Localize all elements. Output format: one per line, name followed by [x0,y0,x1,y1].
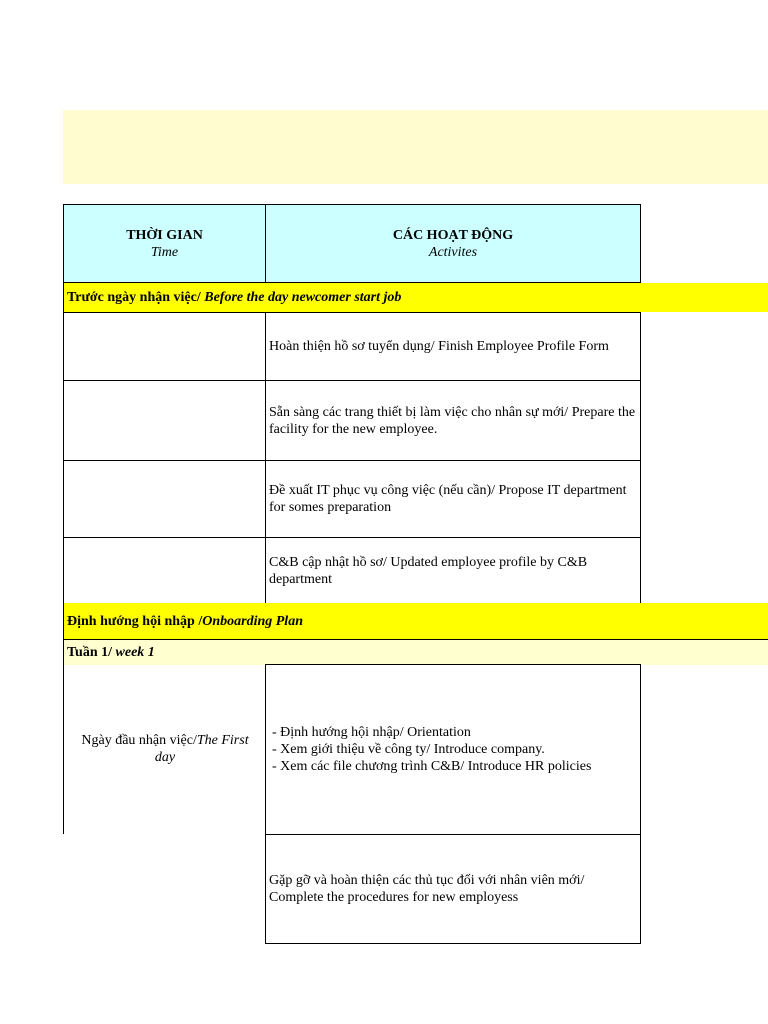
section-before-start-vi: Trước ngày nhận việc/ [67,290,201,305]
row-1-time-cell [63,312,266,381]
header-time-en: Time [150,244,179,260]
first-day-en: The First day [154,733,249,765]
title-banner [63,110,768,184]
row-4-time-cell [63,537,266,604]
header-time-vi: THỜI GIAN [126,227,203,243]
row-3-time-cell [63,460,266,538]
section-before-start [63,283,768,312]
row-3-activity: Đề xuất IT phục vụ công việc (nếu cần)/ Propose IT department for somes preparation [269,483,627,515]
section-onboarding [63,603,768,640]
row-1-activity-cell [265,312,641,381]
row-4-activity: C&B cập nhật hồ sơ/ Updated employee profile by C&B department [269,554,588,587]
header-activities-vi: CÁC HOẠT ĐỘNG [392,227,514,243]
row-3-activity-cell [265,460,641,538]
first-day-item-1: - Định hướng hội nhập/ Orientation [272,725,471,740]
first-day-item-3: - Xem các file chương trình C&B/ Introduce HR policies [272,759,592,774]
procedures-activity: Gặp gỡ và hoàn thiện các thủ tục đối với nhân viên mới/ Complete the procedures for new employess [269,873,585,905]
first-day-item-2: - Xem giới thiệu về công ty/ Introduce company. [272,742,545,757]
header-activities-cell [265,204,641,283]
row-1-activity: Hoàn thiện hồ sơ tuyển dụng/ Finish Employee Profile Form [269,339,609,354]
header-activities-en: Activites [428,244,478,260]
section-onboarding-en: Onboarding Plan [202,613,303,629]
procedures-activity-cell [265,834,641,944]
header-time-cell [63,204,266,283]
row-2-activity: Sẵn sàng các trang thiết bị làm việc cho nhân sự mới/ Prepare the facility for the new employee. [269,404,636,437]
section-onboarding-vi: Định hướng hội nhập / [67,613,203,629]
section-week-1-en: week 1 [115,645,155,660]
first-day-activity-cell [265,664,641,835]
row-4-activity-cell [265,537,641,604]
first-day-vi: Ngày đầu nhận việc/ [81,733,197,748]
row-2-activity-cell [265,380,641,461]
section-week-1 [63,640,768,665]
section-before-start-en: Before the day newcomer start job [204,290,402,305]
section-week-1-vi: Tuần 1/ [67,645,113,660]
first-day-time-cell [63,664,266,834]
row-2-time-cell [63,380,266,461]
